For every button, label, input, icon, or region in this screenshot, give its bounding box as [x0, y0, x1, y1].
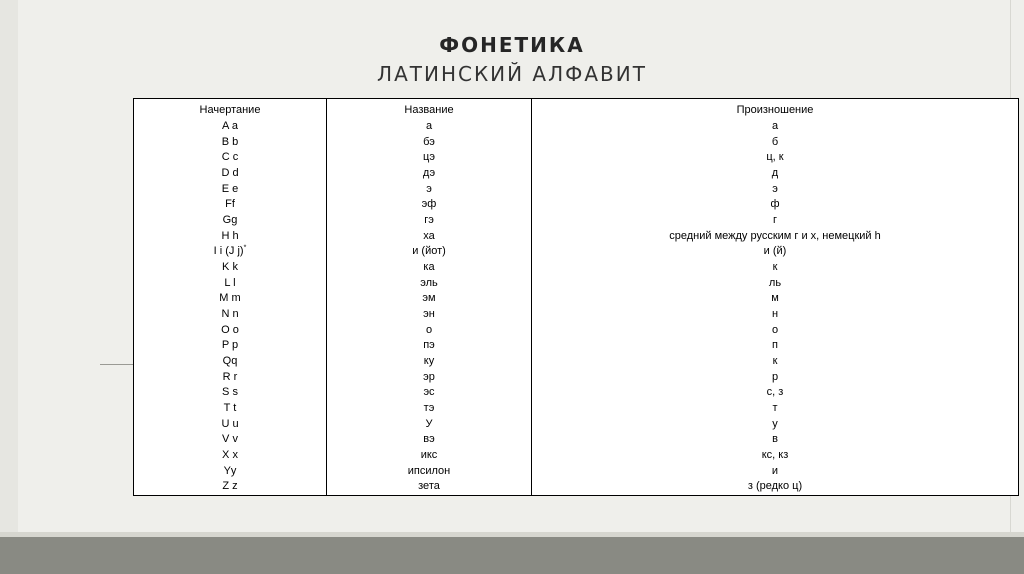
table-row: [134, 213, 1019, 229]
cell-name: ка: [327, 260, 532, 276]
cell-letter: [134, 275, 327, 291]
cell-name: эс: [327, 385, 532, 401]
table-row: [134, 291, 1019, 307]
letter-text: U u: [221, 417, 239, 430]
letter-text: V v: [222, 433, 238, 446]
cell-name: дэ: [327, 166, 532, 182]
cell-pronunciation: э: [532, 181, 1019, 197]
letter-text: K k: [222, 260, 238, 273]
cell-letter: [134, 448, 327, 464]
table-row: [134, 401, 1019, 417]
cell-name: ипсилон: [327, 463, 532, 479]
cell-letter: [134, 213, 327, 229]
letter-text: L l: [224, 276, 236, 289]
cell-letter: [134, 416, 327, 432]
cell-name: эф: [327, 197, 532, 213]
cell-pronunciation: т: [532, 401, 1019, 417]
table-row: [134, 244, 1019, 260]
cell-name: эм: [327, 291, 532, 307]
table-row: [134, 479, 1019, 496]
table-row: [134, 166, 1019, 182]
cell-pronunciation: ль: [532, 275, 1019, 291]
letter-text: M m: [219, 292, 241, 305]
table-row: [134, 197, 1019, 213]
letter-text: C c: [221, 151, 239, 164]
cell-name: эль: [327, 275, 532, 291]
cell-letter: [134, 291, 327, 307]
decorative-line: [100, 364, 134, 365]
cell-letter: [134, 369, 327, 385]
cell-name: ку: [327, 354, 532, 370]
cell-name: о: [327, 322, 532, 338]
letter-text: O o: [221, 323, 239, 336]
table-row: [134, 275, 1019, 291]
cell-letter: [134, 119, 327, 135]
table-row: [134, 119, 1019, 135]
cell-name: цэ: [327, 150, 532, 166]
footnote-mark: *: [243, 244, 247, 252]
cell-pronunciation: з (редко ц): [532, 479, 1019, 496]
cell-name: э: [327, 181, 532, 197]
cell-pronunciation: д: [532, 166, 1019, 182]
table-row: [134, 260, 1019, 276]
cell-pronunciation: кс, кз: [532, 448, 1019, 464]
cell-name: эр: [327, 369, 532, 385]
table-row: [134, 448, 1019, 464]
cell-name: бэ: [327, 134, 532, 150]
cell-pronunciation: п: [532, 338, 1019, 354]
letter-text: B b: [221, 135, 239, 148]
cell-letter: [134, 150, 327, 166]
cell-pronunciation: г: [532, 213, 1019, 229]
cell-name: икс: [327, 448, 532, 464]
letter-text: A a: [222, 119, 238, 132]
table-header-row: [134, 99, 1019, 119]
cell-name: ха: [327, 228, 532, 244]
letter-text: P p: [221, 339, 239, 352]
cell-letter: [134, 166, 327, 182]
letter-text: T t: [223, 401, 237, 414]
letter-text: R r: [222, 370, 238, 383]
cell-name: эн: [327, 307, 532, 323]
slide-subtitle: ЛАТИНСКИЙ АЛФАВИТ: [377, 62, 647, 86]
table-row: [134, 150, 1019, 166]
table-row: [134, 416, 1019, 432]
cell-name: пэ: [327, 338, 532, 354]
cell-letter: [134, 134, 327, 150]
cell-pronunciation: и (й): [532, 244, 1019, 260]
cell-name: гэ: [327, 213, 532, 229]
cell-pronunciation: к: [532, 260, 1019, 276]
cell-letter: [134, 260, 327, 276]
cell-letter: [134, 354, 327, 370]
slide-title: ФОНЕТИКА: [439, 33, 585, 57]
header-name: Название: [327, 99, 532, 119]
letter-text: Yy: [223, 464, 237, 477]
cell-pronunciation: ц, к: [532, 150, 1019, 166]
bottom-band: [0, 537, 1024, 574]
cell-letter: [134, 432, 327, 448]
cell-pronunciation: м: [532, 291, 1019, 307]
table-row: [134, 338, 1019, 354]
cell-letter: [134, 385, 327, 401]
cell-letter: [134, 244, 327, 260]
cell-pronunciation: р: [532, 369, 1019, 385]
table-row: [134, 463, 1019, 479]
table-row: [134, 369, 1019, 385]
cell-letter: [134, 338, 327, 354]
header-pronunciation: Произношение: [532, 99, 1019, 119]
alphabet-table: [133, 98, 1019, 496]
letter-text: Ff: [225, 198, 235, 211]
cell-letter: [134, 197, 327, 213]
letter-text: N n: [221, 307, 239, 320]
cell-name: У: [327, 416, 532, 432]
cell-pronunciation: н: [532, 307, 1019, 323]
header-letter: Начертание: [134, 99, 327, 119]
cell-letter: [134, 463, 327, 479]
letter-text: S s: [222, 386, 238, 399]
cell-pronunciation: в: [532, 432, 1019, 448]
table-row: [134, 134, 1019, 150]
cell-letter: [134, 322, 327, 338]
table-row: [134, 228, 1019, 244]
cell-letter: [134, 181, 327, 197]
table-row: [134, 385, 1019, 401]
cell-letter: [134, 307, 327, 323]
cell-name: вэ: [327, 432, 532, 448]
table-row: [134, 307, 1019, 323]
cell-pronunciation: у: [532, 416, 1019, 432]
letter-text: D d: [221, 166, 239, 179]
cell-pronunciation: б: [532, 134, 1019, 150]
table-row: [134, 181, 1019, 197]
cell-pronunciation: ф: [532, 197, 1019, 213]
cell-name: а: [327, 119, 532, 135]
cell-name: тэ: [327, 401, 532, 417]
cell-pronunciation: а: [532, 119, 1019, 135]
letter-text: Qq: [222, 354, 238, 367]
cell-pronunciation: с, з: [532, 385, 1019, 401]
cell-letter: [134, 479, 327, 496]
cell-pronunciation: о: [532, 322, 1019, 338]
cell-letter: [134, 401, 327, 417]
letter-text: X x: [222, 448, 238, 461]
table-row: [134, 322, 1019, 338]
cell-pronunciation: к: [532, 354, 1019, 370]
letter-text: Z z: [222, 480, 238, 493]
cell-letter: [134, 228, 327, 244]
letter-text: Gg: [222, 213, 238, 226]
cell-name: зета: [327, 479, 532, 496]
letter-text: H h: [221, 229, 239, 242]
cell-pronunciation: средний между русским г и х, немецкий h: [532, 228, 1019, 244]
cell-name: и (йот): [327, 244, 532, 260]
cell-pronunciation: и: [532, 463, 1019, 479]
letter-text: E e: [221, 182, 239, 195]
table-row: [134, 432, 1019, 448]
letter-text: I i (J j): [213, 245, 244, 258]
table-row: [134, 354, 1019, 370]
